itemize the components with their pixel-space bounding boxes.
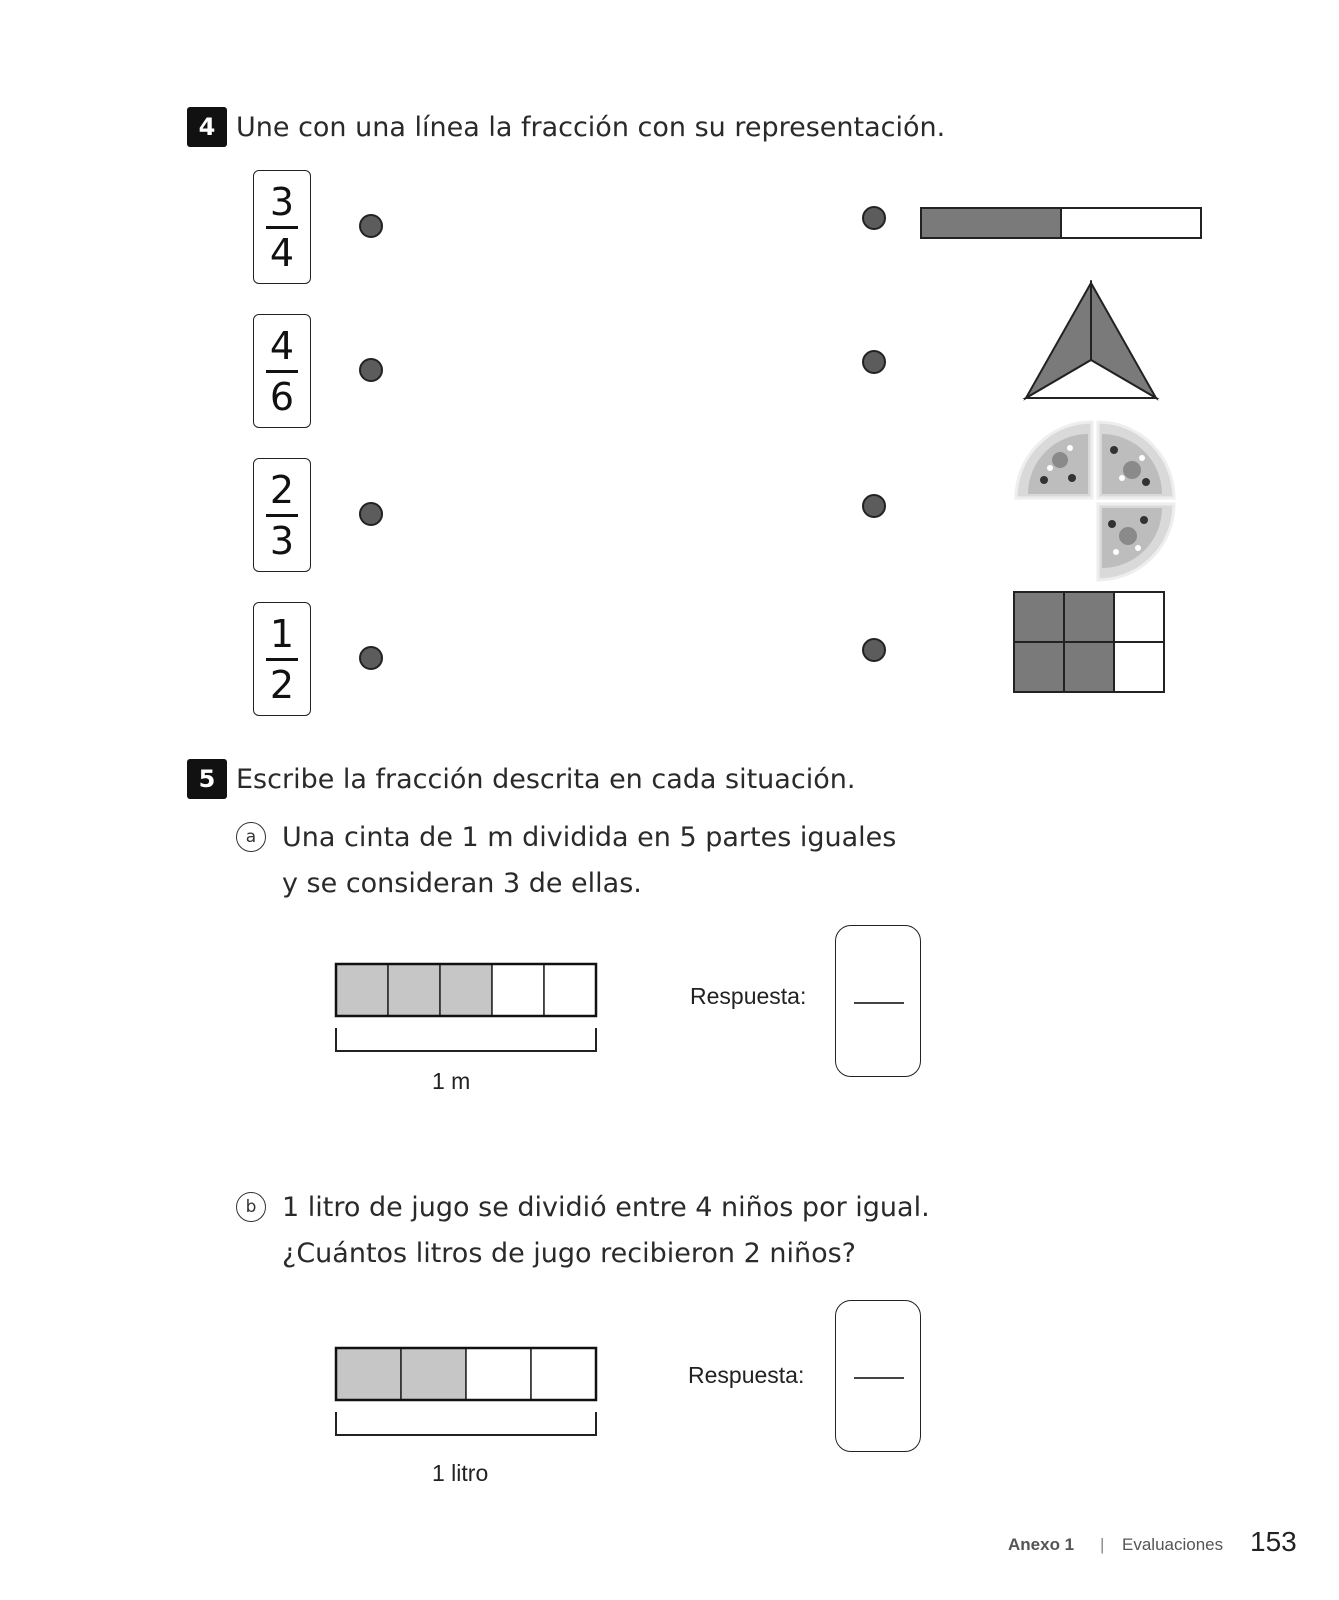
grid-cell-empty [1114,642,1164,692]
pizza-representation [1010,420,1180,584]
left-match-dot-3[interactable] [359,502,383,526]
part-b-line-2: ¿Cuántos litros de jugo recibieron 2 niños? [282,1238,857,1269]
tape-segment-shaded [401,1348,466,1400]
footer-section: Anexo 1 [1008,1535,1075,1554]
numerator: 3 [269,179,295,224]
unit-label-a: 1 m [432,1068,471,1094]
tape-diagram-b [334,1346,598,1440]
footer-separator: | [1100,1535,1105,1554]
numerator: 4 [269,323,295,368]
answer-box-a[interactable] [835,925,921,1077]
tape-segment-shaded [388,964,440,1016]
question-5-prompt: Escribe la fracción descrita en cada situación. [236,764,856,795]
bar-shaded-part [921,208,1061,238]
question-4-number: 4 [187,107,227,147]
numerator: 1 [269,611,295,656]
answer-label-b: Respuesta: [688,1362,805,1388]
tape-segment-shaded [336,964,388,1016]
denominator: 6 [269,374,295,419]
right-match-dot-1[interactable] [862,206,886,230]
measure-bracket [336,1412,596,1435]
grid-cell-shaded [1064,642,1114,692]
fraction-bar [266,226,298,229]
denominator: 4 [269,230,295,275]
answer-box-b[interactable] [835,1300,921,1452]
grid-representation [1012,590,1166,694]
answer-label-a: Respuesta: [690,983,807,1009]
denominator: 2 [269,662,295,707]
pizza-piece-top-right [1098,422,1174,498]
fraction-bar [266,514,298,517]
part-b-line-1: 1 litro de jugo se dividió entre 4 niños por igual. [282,1192,930,1223]
grid-cell-shaded [1014,592,1064,642]
numerator: 2 [269,467,295,512]
page-number: 153 [1250,1526,1297,1557]
triangle-representation [1022,280,1160,402]
part-b-label: b [236,1192,266,1222]
bar-representation [920,206,1204,240]
grid-cell-empty [1114,592,1164,642]
pizza-piece-top-left [1016,422,1092,498]
right-match-dot-4[interactable] [862,638,886,662]
left-match-dot-4[interactable] [359,646,383,670]
tape-segment-shaded [336,1348,401,1400]
tape-diagram-a [334,962,598,1056]
fraction-card-1-2 [253,602,311,716]
unit-label-b: 1 litro [432,1460,489,1486]
fraction-card-2-3 [253,458,311,572]
question-5-number: 5 [187,759,227,799]
fraction-card-4-6 [253,314,311,428]
left-match-dot-2[interactable] [359,358,383,382]
fraction-bar [266,370,298,373]
bar-empty-part [1061,208,1201,238]
left-match-dot-1[interactable] [359,214,383,238]
answer-fraction-line [854,1377,904,1379]
part-a-line-1: Una cinta de 1 m dividida en 5 partes iguales [282,822,897,853]
fraction-card-3-4 [253,170,311,284]
right-match-dot-2[interactable] [862,350,886,374]
part-a-line-2: y se consideran 3 de ellas. [282,868,642,899]
fraction-bar [266,658,298,661]
answer-fraction-line [854,1002,904,1004]
grid-cell-shaded [1014,642,1064,692]
grid-cell-shaded [1064,592,1114,642]
footer-chapter: Evaluaciones [1122,1535,1224,1554]
denominator: 3 [269,518,295,563]
tape-segment-empty [544,964,596,1016]
question-4-prompt: Une con una línea la fracción con su representación. [236,112,946,143]
tape-segment-shaded [440,964,492,1016]
right-match-dot-3[interactable] [862,494,886,518]
tape-segment-empty [492,964,544,1016]
pizza-piece-bottom-right [1098,504,1174,580]
measure-bracket [336,1028,596,1051]
part-a-label: a [236,822,266,852]
tape-segment-empty [466,1348,531,1400]
tape-segment-empty [531,1348,596,1400]
